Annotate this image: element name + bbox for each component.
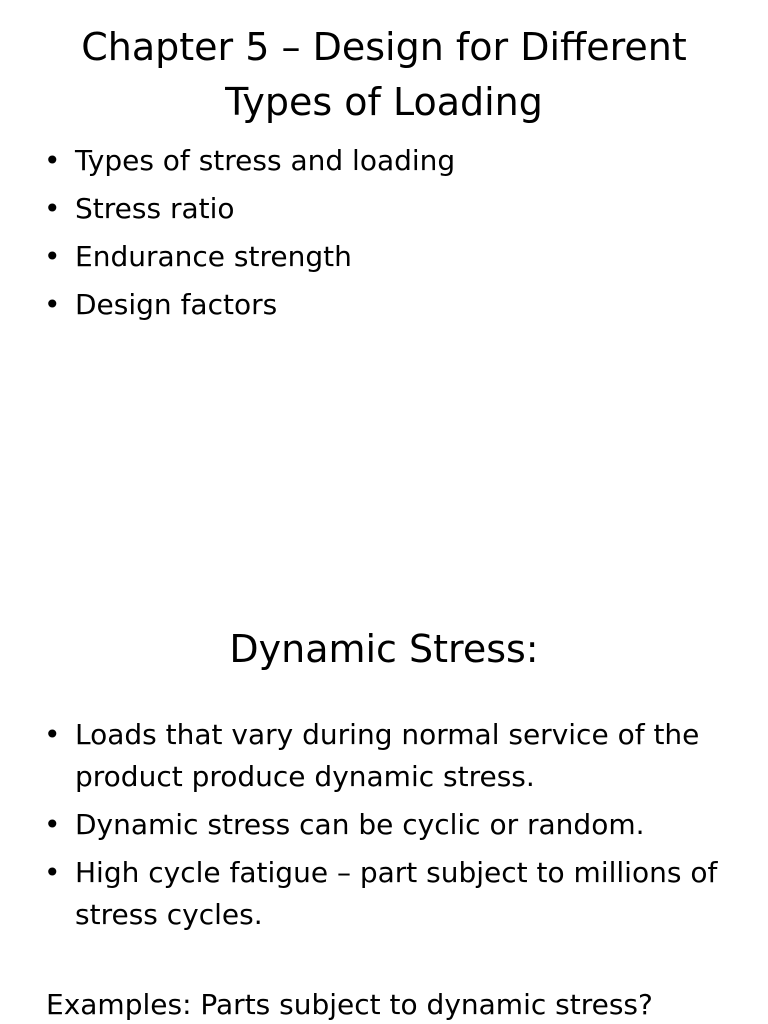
bullet-item: • Dynamic stress can be cyclic or random. [0,804,728,846]
slide-2-bullet-list [0,714,728,942]
bullet-item: • Design factors [0,284,728,326]
examples-prompt: Examples: Parts subject to dynamic stress? [46,988,653,1021]
bullet-item: • Loads that vary during normal service of the product produce dynamic stress. [0,714,728,798]
slide-1-title-line-1: Chapter 5 – Design for Different [81,25,687,69]
slide-1-title [0,20,768,130]
bullet-item: • High cycle fatigue – part subject to millions of stress cycles. [0,852,728,936]
slide-1-bullet-list [0,140,728,332]
slide-2-title: Dynamic Stress: [229,627,539,671]
bullet-item: • Endurance strength [0,236,728,278]
bullet-item: • Types of stress and loading [0,140,728,182]
slide-1-title-line-2: Types of Loading [225,80,543,124]
bullet-item: • Stress ratio [0,188,728,230]
